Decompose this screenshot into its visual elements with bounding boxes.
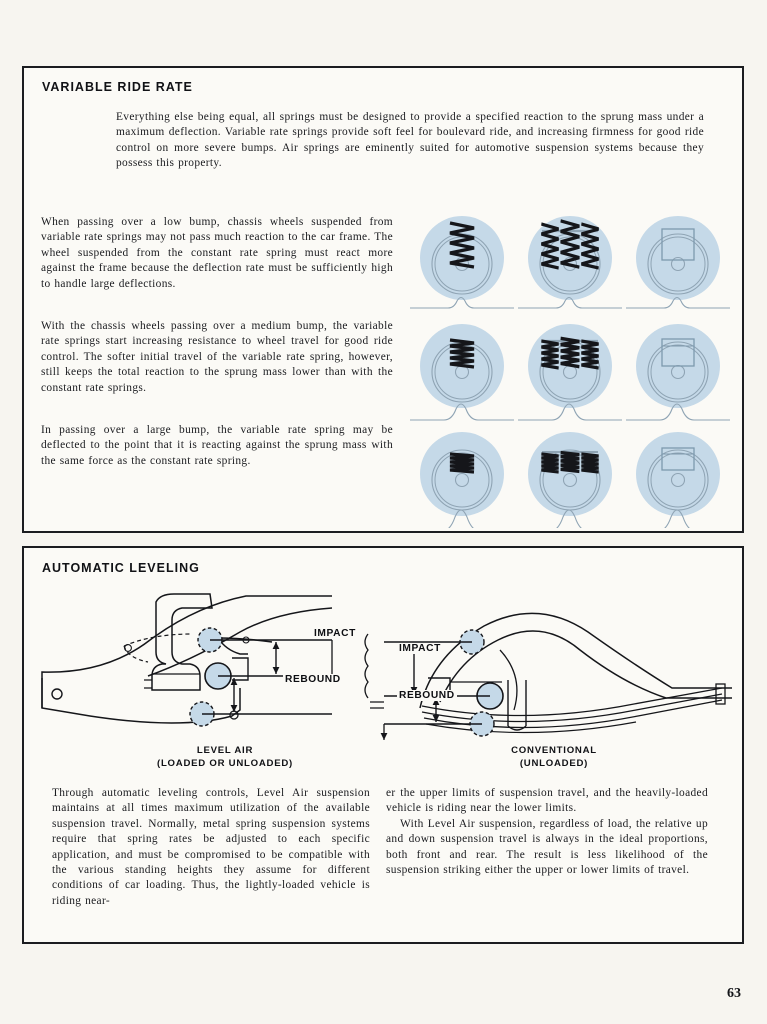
- rebound-dimension-left: [231, 678, 238, 712]
- intro-paragraph: Everything else being equal, all springs must be designed to provide a specified reaction to the sprung mass under a maximum deflection. Variable rate springs provide soft feel for boulevard ride, and increasing firmness for good ride control on more severe bumps. Air springs are eminently suited for automotive suspension systems because they possess this property.: [116, 111, 704, 170]
- caption-level-air: [120, 745, 330, 770]
- impact-label-right: IMPACT: [399, 643, 441, 654]
- frame-rail-center: [332, 634, 384, 708]
- caption-conventional: [449, 745, 659, 770]
- impact-dimension-left: [273, 642, 280, 674]
- suspension-comparison-svg: [32, 584, 736, 744]
- wheel-medium-air: [626, 324, 730, 420]
- rebound-dimension-right: [433, 698, 440, 722]
- conventional-assembly: [381, 613, 732, 740]
- wheel-medium-constant: [518, 324, 622, 420]
- caption-level-air-line1: LEVEL AIR: [196, 745, 254, 756]
- paragraph-large-bump: In passing over a large bump, the variable rate spring may be deflected to the point that it is reacting against the sprung mass with the same force as the constant rate spring.: [41, 424, 393, 467]
- section-title: AUTOMATIC LEVELING: [42, 561, 200, 575]
- caption-conventional-line2: (UNLOADED): [519, 757, 589, 769]
- caption-conventional-line1: CONVENTIONAL: [511, 745, 597, 756]
- wheel-low-coil: [410, 216, 514, 308]
- spring-comparison-diagram: [410, 208, 730, 528]
- rebound-label-right: REBOUND: [399, 690, 455, 701]
- wheel-large-coil: [410, 432, 514, 528]
- wheel-low-air: [626, 216, 730, 308]
- paragraph-low-bump: When passing over a low bump, chassis wheels suspended from variable rate springs may not pass much reaction to the car frame. The wheel suspended from the constant rate spring must react more against the frame because the deflection rate must be sufficiently high to handle large deflections.: [41, 216, 393, 290]
- wheel-medium-coil: [410, 324, 514, 420]
- variable-ride-rate-panel: [22, 66, 744, 533]
- suspension-comparison-diagram: [32, 584, 736, 744]
- wheel-large-air: [626, 432, 730, 528]
- automatic-leveling-panel: [22, 546, 744, 944]
- impact-label-left: IMPACT: [314, 628, 356, 639]
- wheel-large-constant: [518, 432, 622, 528]
- body-column-left: Through automatic leveling controls, Level Air suspension maintains at all times maximum utilization of the available suspension travel. Normally, metal spring suspension systems require that spring rates be adjusted to each specific application, and must be compromised to be compatible with the various standing heights they assume for different conditions of car loading. Thus, the lightly-loaded vehicle is riding near-: [52, 787, 370, 907]
- body-column-right: er the upper limits of suspension travel, and the heavily-loaded vehicle is riding near the lower limits. With Level Air suspension, regardless of load, the relative up and down suspension travel is always in the ideal proportions, both front and rear. The result is less likelihood of the suspension striking either the upper or lower limits of travel.: [386, 787, 708, 877]
- spring-comparison-svg: [410, 208, 730, 528]
- rebound-label-left: REBOUND: [285, 674, 341, 685]
- page-title: VARIABLE RIDE RATE: [42, 80, 193, 94]
- paragraph-medium-bump: With the chassis wheels passing over a medium bump, the variable rate springs start increasing resistance to wheel travel for good ride control. The softer initial travel of the variable rate spring, however, still keeps the total reaction to the sprung mass lower than with the constant rate springs.: [41, 320, 393, 394]
- level-air-assembly: [42, 594, 332, 726]
- caption-level-air-line2: (LOADED OR UNLOADED): [157, 757, 293, 769]
- page-number: 63: [727, 986, 741, 1001]
- wheel-low-constant: [518, 216, 622, 308]
